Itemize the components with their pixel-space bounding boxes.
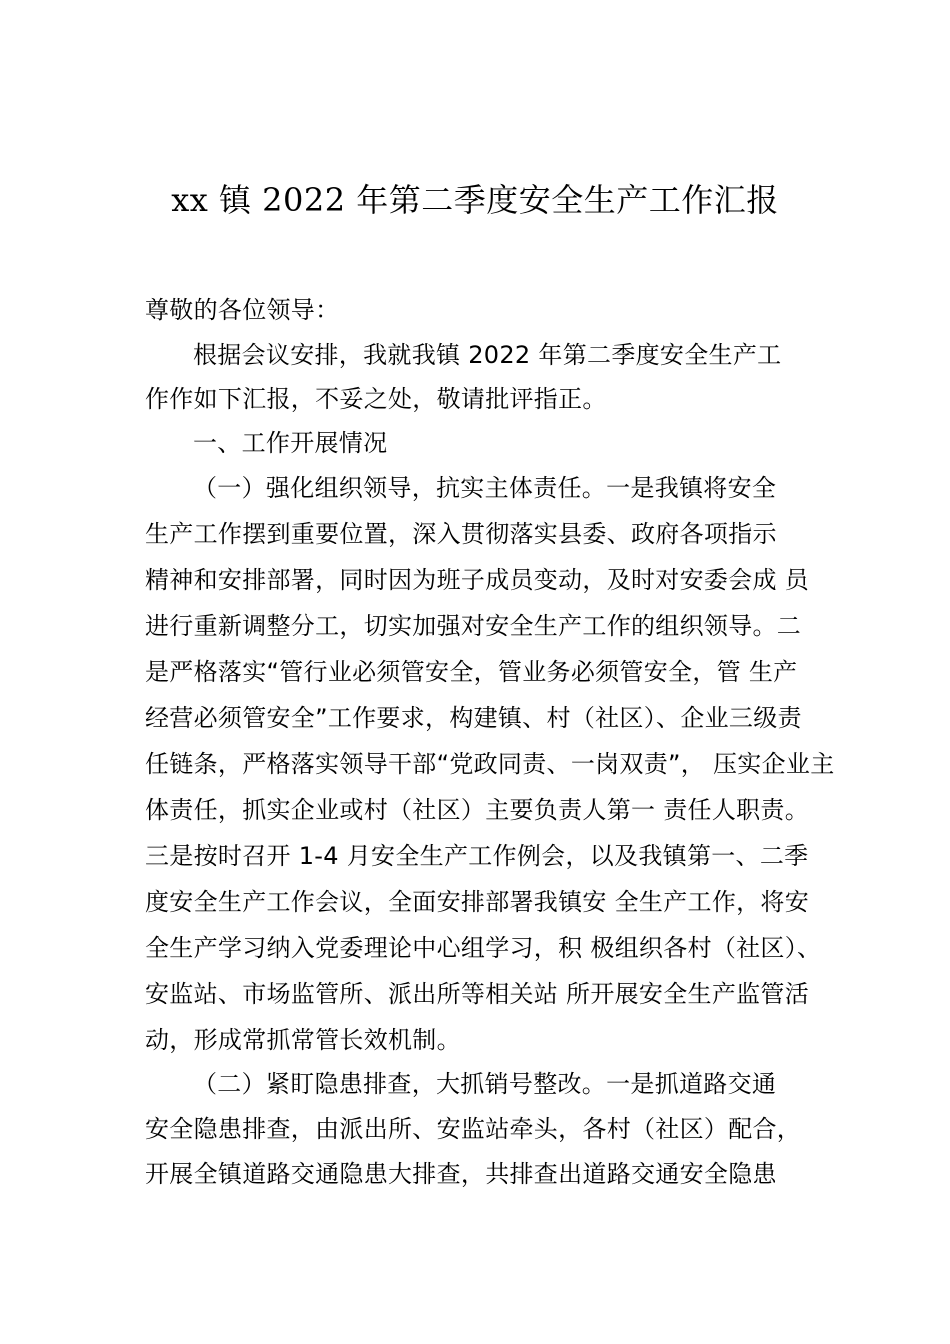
- paragraph-line: （一）强化组织领导，抗实主体责任。一是我镇将安全: [193, 474, 777, 502]
- paragraph-line: 三是按时召开 1-4 月安全生产工作例会，以及我镇第一、二季: [145, 842, 809, 870]
- document-title: xx 镇 2022 年第二季度安全生产工作汇报: [171, 181, 779, 219]
- paragraph-line: （二）紧盯隐患排查，大抓销号整改。一是抓道路交通: [193, 1070, 777, 1098]
- paragraph-line: 精神和安排部署，同时因为班子成员变动，及时对安委会成 员: [145, 566, 810, 594]
- paragraph-line: 开展全镇道路交通隐患大排查，共排查出道路交通安全隐患: [145, 1160, 777, 1188]
- salutation: 尊敬的各位领导：: [145, 296, 340, 324]
- paragraph-line: 动，形成常抓常管长效机制。: [145, 1026, 461, 1054]
- paragraph-line: 经营必须管安全”工作要求，构建镇、村（社区）、企业三级责: [145, 704, 802, 732]
- paragraph-line: 任链条，严格落实领导干部“党政同责、一岗双责”， 压实企业主: [145, 750, 835, 778]
- paragraph-line: 是严格落实“管行业必须管安全，管业务必须管安全，管 生产: [145, 658, 798, 686]
- paragraph-line: 度安全生产工作会议，全面安排部署我镇安 全生产工作，将安: [145, 888, 810, 916]
- paragraph-line: 体责任，抓实企业或村（社区）主要负责人第一 责任人职责。: [145, 796, 810, 824]
- paragraph-line: 作作如下汇报，不妥之处，敬请批评指正。: [145, 385, 607, 413]
- section-heading: 一、工作开展情况: [193, 429, 388, 457]
- paragraph-line: 生产工作摆到重要位置，深入贯彻落实县委、政府各项指示: [145, 520, 777, 548]
- paragraph-line: 安监站、市场监管所、派出所等相关站 所开展安全生产监管活: [145, 980, 810, 1008]
- paragraph-line: 根据会议安排，我就我镇 2022 年第二季度安全生产工: [193, 341, 782, 369]
- paragraph-line: 进行重新调整分工，切实加强对安全生产工作的组织领导。二: [145, 612, 802, 640]
- paragraph-line: 安全隐患排查，由派出所、安监站牵头，各村（社区）配合，: [145, 1115, 802, 1143]
- paragraph-line: 全生产学习纳入党委理论中心组学习，积 极组织各村（社区）、: [145, 934, 822, 962]
